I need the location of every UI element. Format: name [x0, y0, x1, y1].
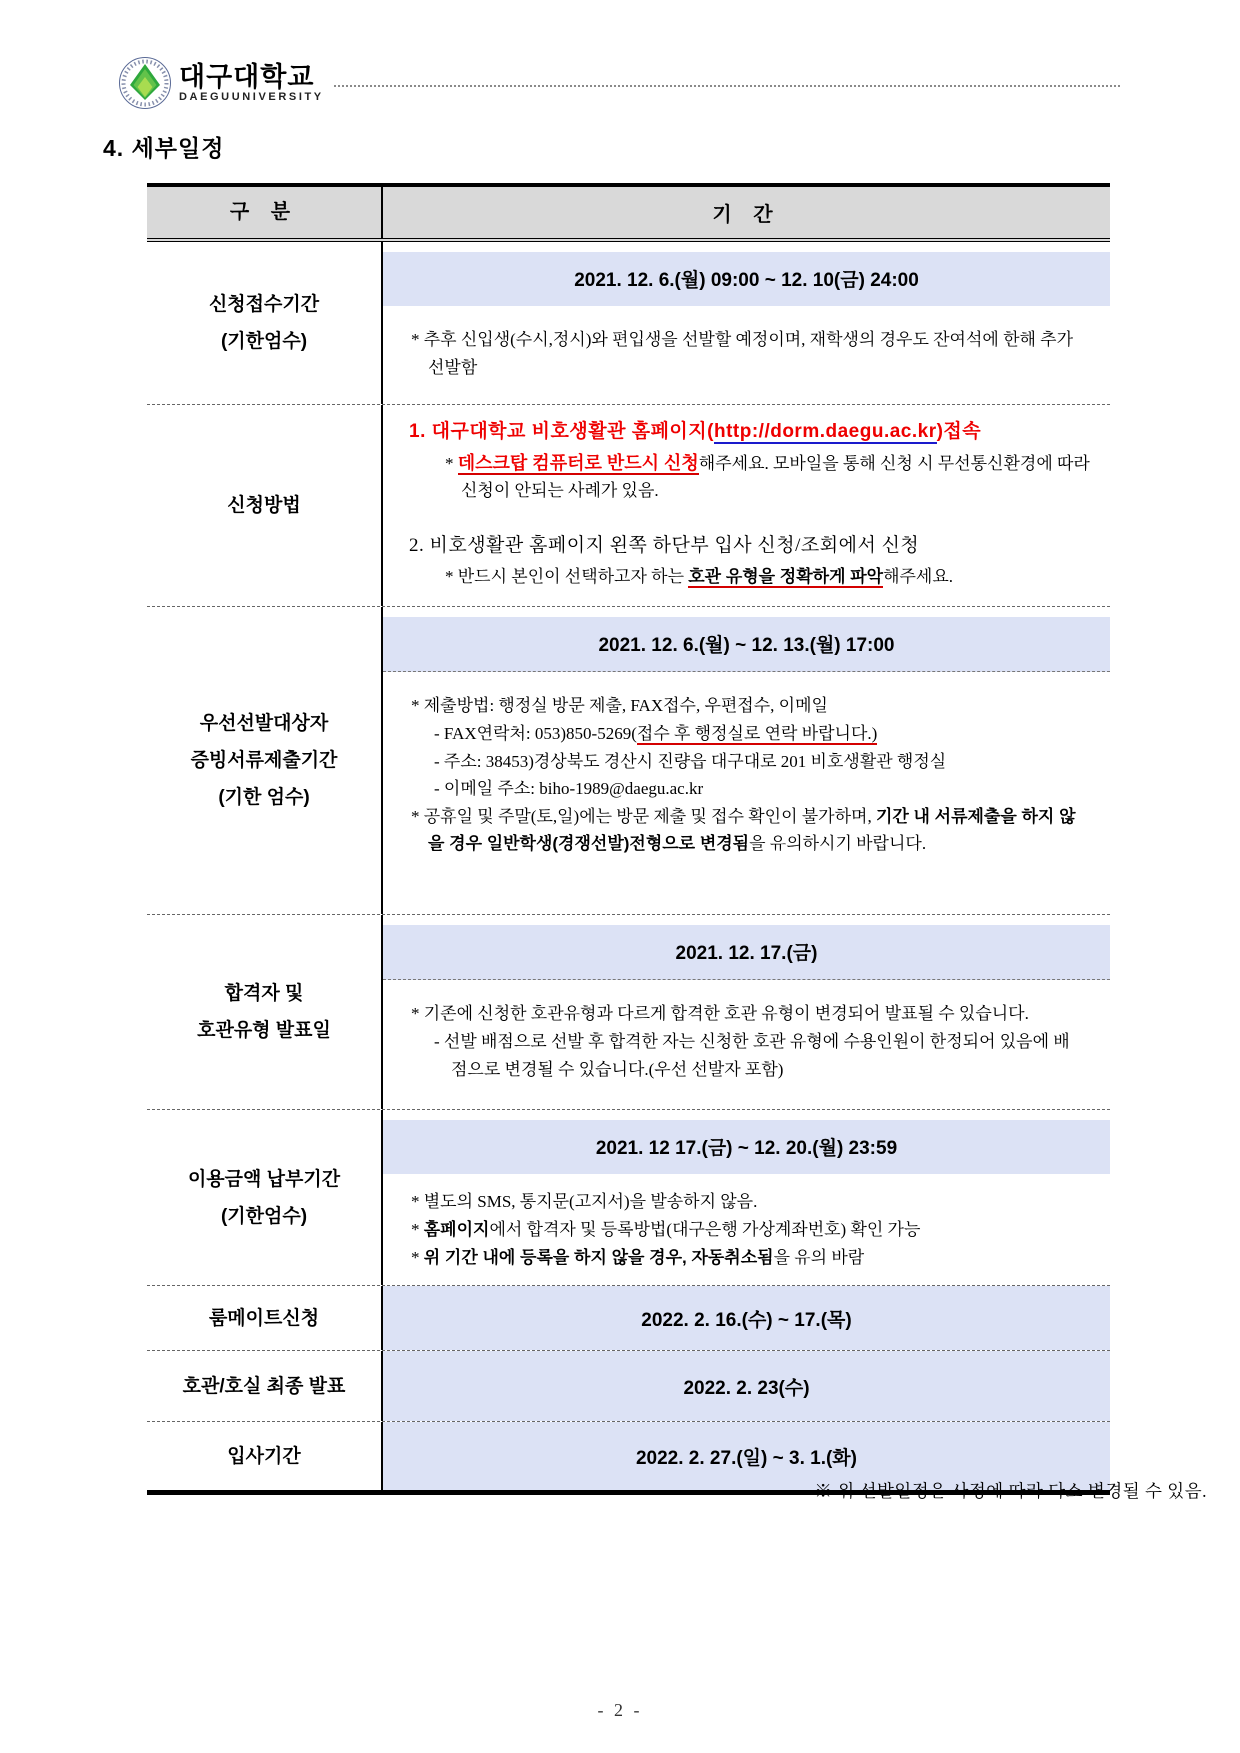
- desktop-required-emphasis: 데스크탑 컴퓨터로 반드시 신청: [457, 453, 699, 474]
- note-text: - 주소: 38453)경상북도 경산시 진량읍 대구대로 201 비호생활관 행정실: [434, 751, 947, 771]
- dormitory-homepage-link[interactable]: http://dorm.daegu.ac.kr: [713, 421, 937, 442]
- row-label: 룸메이트신청: [147, 1286, 383, 1350]
- row-notes: [383, 980, 1110, 1097]
- period-cell: 2022. 2. 16.(수) ~ 17.(목): [383, 1286, 1110, 1350]
- method-2-note-pre: * 반드시 본인이 선택하고자 하는: [445, 567, 689, 587]
- table-row-application-period: [147, 242, 1110, 405]
- fax-followup-emphasis: 접수 후 행정실로 연락 바랍니다.): [636, 723, 878, 743]
- note-rest: 에서 합격자 및 등록방법(대구은행 가상계좌번호) 확인 가능: [489, 1219, 921, 1239]
- logo-text: [179, 63, 324, 103]
- section-title: 4. 세부일정: [103, 135, 225, 161]
- period-cell: 2022. 2. 27.(일) ~ 3. 1.(화): [383, 1422, 1110, 1490]
- period-band: 2021. 12. 6.(월) 09:00 ~ 12. 10(금) 24:00: [383, 252, 1110, 306]
- column-header-category: 구 분: [147, 187, 383, 238]
- method-2-note: [409, 564, 1092, 590]
- column-header-period: 기 간: [383, 187, 1110, 238]
- method-2-note-post: 해주세요.: [883, 567, 954, 587]
- note-text: [411, 803, 1084, 858]
- header-divider-line: [334, 85, 1120, 87]
- schedule-change-note: ※ 위 선발일정은 사정에 따라 다소 변경될 수 있음.: [814, 1481, 1207, 1501]
- note-text: - 이메일 주소: biho-1989@daegu.ac.kr: [434, 779, 704, 799]
- note-star: *: [445, 454, 458, 474]
- note-star: *: [411, 1219, 424, 1239]
- note-star: *: [411, 1247, 424, 1267]
- table-row-payment-period: [147, 1110, 1110, 1286]
- table-row-application-method: [147, 405, 1110, 607]
- method-1-note: [409, 450, 1092, 504]
- row-label: [147, 915, 383, 1109]
- method-1-text: 1. 대구대학교 비호생활관 홈페이지(: [409, 421, 714, 442]
- row-content: [383, 607, 1110, 914]
- row-content: [383, 405, 1110, 606]
- logo-korean-name: 대구대학교: [179, 61, 315, 92]
- method-item-2: 2. 비호생활관 홈페이지 왼쪽 하단부 입사 신청/조회에서 신청: [409, 534, 920, 556]
- logo-english-name: DAEGUUNIVERSITY: [179, 91, 324, 104]
- period-band: 2021. 12. 6.(월) ~ 12. 13.(월) 17:00: [383, 617, 1110, 672]
- row-label: [147, 607, 383, 914]
- table-row-final-room-announcement: [147, 1351, 1110, 1422]
- university-logo: [118, 56, 324, 110]
- deadline-warning-emphasis: 기간 내 서류제출을 하지 않을 경우 일반학생(경쟁선발)전형으로 변경됨: [428, 806, 1076, 854]
- page-number: - 2 -: [597, 1700, 643, 1720]
- table-row-announcement: [147, 915, 1110, 1110]
- holiday-note-post: 을 유의하시기 바랍니다.: [749, 834, 927, 854]
- row-label-line: 우선선발대상자: [199, 713, 329, 735]
- row-content: [383, 915, 1110, 1109]
- method-1-suffix: )접속: [936, 421, 982, 442]
- row-label-line: 호관유형 발표일: [197, 1020, 331, 1042]
- note-text: * 기존에 신청한 호관유형과 다르게 합격한 호관 유형이 변경되어 발표될 수 있습니다.: [411, 1004, 1029, 1024]
- table-row-document-submission: [147, 607, 1110, 915]
- row-content: [383, 242, 1110, 404]
- homepage-emphasis: 홈페이지: [423, 1219, 490, 1239]
- row-notes: [383, 1174, 1110, 1285]
- row-label-line: (기한엄수): [220, 1205, 308, 1227]
- row-label-line: 합격자 및: [224, 983, 304, 1005]
- fax-contact: - FAX연락처: 053)850-5269(: [434, 723, 637, 743]
- dorm-type-emphasis: 호관 유형을 정확하게 파악: [688, 567, 884, 587]
- table-row-roommate-application: [147, 1286, 1110, 1351]
- holiday-note-pre: * 공휴일 및 주말(토,일)에는 방문 제출 및 접수 확인이 불가하며,: [411, 806, 876, 826]
- row-label-line: (기한 엄수): [218, 787, 310, 809]
- note-rest: 을 유의 바람: [773, 1247, 865, 1267]
- period-band: 2021. 12. 17.(금): [383, 925, 1110, 980]
- note-text: * 제출방법: 행정실 방문 제출, FAX접수, 우편접수, 이메일: [411, 696, 828, 716]
- row-notes: [383, 672, 1110, 871]
- period-band: 2021. 12 17.(금) ~ 12. 20.(월) 23:59: [383, 1120, 1110, 1174]
- note-text: * 추후 신입생(수시,정시)와 편입생을 선발할 예정이며, 재학생의 경우도 잔여석에 한해 추가 선발함: [411, 330, 1074, 377]
- row-label-line: (기한엄수): [220, 331, 308, 352]
- auto-cancel-emphasis: 위 기간 내에 등록을 하지 않을 경우, 자동취소됨: [423, 1247, 774, 1267]
- note-text: [411, 1244, 1084, 1272]
- row-label: 입사기간: [147, 1422, 383, 1490]
- document-header: [118, 56, 1120, 110]
- row-label-line: 증빙서류제출기간: [190, 750, 338, 772]
- table-header-row: [147, 187, 1110, 242]
- note-text: * 별도의 SMS, 통지문(고지서)을 발송하지 않음.: [411, 1192, 758, 1212]
- method-list: [383, 405, 1110, 606]
- method-1-note-rest: 해주세요. 모바일을 통해 신청 시 무선통신환경에 따라 신청이 안되는 사례가 있음.: [461, 454, 1090, 501]
- row-notes: [383, 306, 1110, 395]
- note-text: - 선발 배점으로 선발 후 합격한 자는 신청한 호관 유형에 수용인원이 한정되어 있음에 배점으로 변경될 수 있습니다.(우선 선발자 포함): [434, 1031, 1070, 1079]
- schedule-table: [147, 183, 1110, 1495]
- row-label: [147, 242, 383, 404]
- note-text: [411, 1216, 1084, 1244]
- row-label-line: 이용금액 납부기간: [187, 1168, 341, 1190]
- period-cell: 2022. 2. 23(수): [383, 1351, 1110, 1421]
- row-label-line: 신청접수기간: [208, 293, 320, 315]
- note-text: [411, 720, 1084, 748]
- row-label: [147, 1110, 383, 1285]
- row-content: [383, 1110, 1110, 1285]
- university-seal-icon: [118, 56, 172, 110]
- row-label: 호관/호실 최종 발표: [147, 1351, 383, 1421]
- row-label: 신청방법: [147, 405, 383, 606]
- method-item-1: [409, 417, 1092, 446]
